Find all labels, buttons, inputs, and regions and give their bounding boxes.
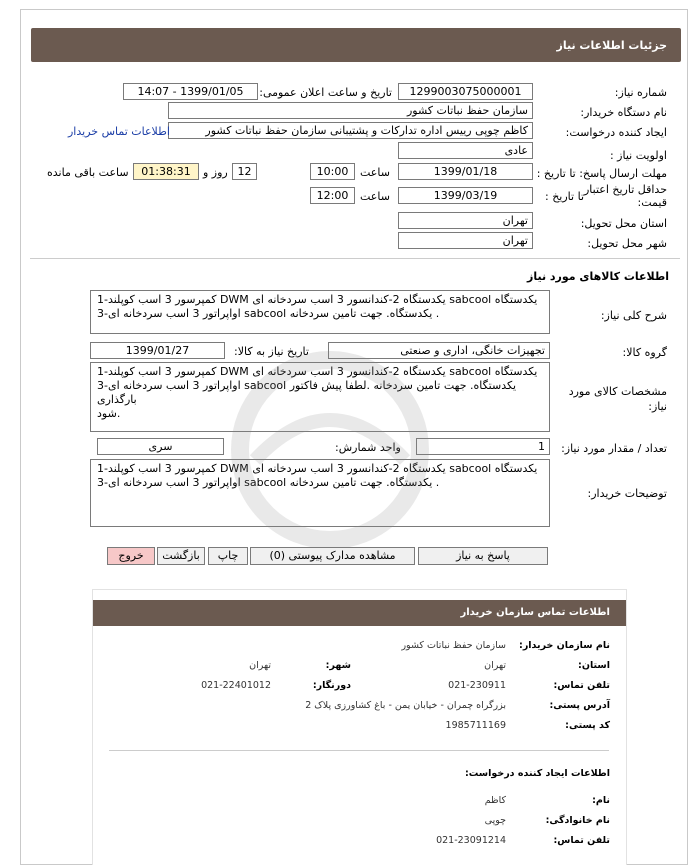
need-date-field[interactable]: 1399/01/27 bbox=[90, 342, 225, 359]
need-date-label: تاریخ نیاز به کالا: bbox=[234, 345, 309, 358]
creator-family: چوپی bbox=[484, 815, 506, 826]
valid-date-field[interactable]: 1399/03/19 bbox=[398, 187, 533, 204]
valid-time-label: ساعت bbox=[360, 190, 390, 203]
remaining-time: 01:38:31 bbox=[133, 163, 199, 180]
buyer-contact-link[interactable]: اطلاعات تماس خریدار bbox=[68, 125, 170, 138]
creator-info-title: اطلاعات ایجاد کننده درخواست: bbox=[464, 768, 610, 779]
announce-label: تاریخ و ساعت اعلان عمومی: bbox=[259, 86, 392, 99]
contact-phone-label: تلفن تماس: bbox=[553, 680, 610, 691]
summary-label: شرح کلی نیاز: bbox=[600, 309, 667, 322]
contact-address: بزرگراه چمران - خیابان یمن - باغ کشاورزی پلاک 2 bbox=[305, 700, 506, 711]
creator-label: ایجاد کننده درخواست: bbox=[565, 126, 667, 139]
deadline-label: مهلت ارسال پاسخ: تا تاریخ : bbox=[536, 167, 667, 180]
contact-address-label: آدرس پستی: bbox=[549, 700, 610, 711]
min-valid-label-1: حداقل تاریخ اعتبار bbox=[583, 183, 667, 196]
need-no-field[interactable]: 1299003075000001 bbox=[398, 83, 533, 100]
goods-group-label: گروه کالا: bbox=[622, 346, 667, 359]
contact-org: سازمان حفظ نباتات کشور bbox=[401, 640, 506, 651]
watermark-logo bbox=[195, 350, 465, 550]
need-no-label: شماره نیاز: bbox=[614, 86, 667, 99]
contact-phone: 021-230911 bbox=[448, 680, 506, 691]
deadline-time-label: ساعت bbox=[360, 166, 390, 179]
buyer-notes-field[interactable]: 1-کمپرسور 3 اسب کوپلند DWM یکدستگاه 2-کندانسور 3 اسب سردخانه ای sabcool یکدستگاه 3-اواپراتور 3 اسب سردخانه ای sabcool یکدستگاه. جهت تامین سردخانه . bbox=[90, 459, 550, 527]
priority-field[interactable]: عادی bbox=[398, 142, 533, 159]
print-button[interactable]: چاپ bbox=[208, 547, 248, 565]
unit-field[interactable]: سری bbox=[97, 438, 224, 455]
creator-family-label: نام خانوادگی: bbox=[545, 815, 610, 826]
days-label: روز و bbox=[203, 166, 228, 179]
province-label: استان محل تحویل: bbox=[580, 217, 667, 230]
exit-button[interactable]: خروج bbox=[107, 547, 155, 565]
min-valid-label-2: قیمت: bbox=[637, 196, 667, 209]
valid-time-field[interactable]: 12:00 bbox=[310, 187, 355, 204]
unit-label: واحد شمارش: bbox=[335, 441, 401, 454]
back-button[interactable]: بازگشت bbox=[157, 547, 205, 565]
goods-group-field[interactable]: تجهیزات خانگی، اداری و صنعتی bbox=[328, 342, 550, 359]
contact-postal-label: کد پستی: bbox=[565, 720, 610, 731]
page-header bbox=[31, 28, 681, 62]
card-divider bbox=[109, 750, 609, 751]
contact-city-label: شهر: bbox=[325, 660, 351, 671]
summary-field[interactable]: 1-کمپرسور 3 اسب کوپلند DWM یکدستگاه 2-کندانسور 3 اسب سردخانه ای sabcool یکدستگاه 3-اواپراتور 3 اسب سردخانه ای sabcool یکدستگاه. جهت تامین سردخانه . bbox=[90, 290, 550, 334]
buyer-notes-label: توضیحات خریدار: bbox=[587, 487, 667, 500]
city-field[interactable]: تهران bbox=[398, 232, 533, 249]
qty-label: تعداد / مقدار مورد نیاز: bbox=[561, 442, 667, 455]
deadline-date-field[interactable]: 1399/01/18 bbox=[398, 163, 533, 180]
contact-fax: 021-22401012 bbox=[201, 680, 271, 691]
province-field[interactable]: تهران bbox=[398, 212, 533, 229]
valid-to-date-label: تا تاریخ : bbox=[545, 190, 584, 203]
announce-field[interactable]: 1399/01/05 - 14:07 bbox=[123, 83, 258, 100]
creator-name: کاظم bbox=[484, 795, 506, 806]
creator-field[interactable]: کاظم چوپی رییس اداره تدارکات و پشتیبانی سازمان حفظ نباتات کشور bbox=[168, 122, 533, 139]
contact-card bbox=[93, 590, 626, 865]
specs-label: مشخصات کالای مورد نیاز: bbox=[568, 385, 667, 413]
deadline-time-field[interactable]: 10:00 bbox=[310, 163, 355, 180]
contact-fax-label: دورنگار: bbox=[312, 680, 351, 691]
days-field[interactable]: 12 bbox=[232, 163, 257, 180]
creator-phone: 021-23091214 bbox=[436, 835, 506, 846]
divider bbox=[30, 258, 680, 259]
goods-section-title: اطلاعات کالاهای مورد نیاز bbox=[527, 270, 669, 283]
buyer-org-field[interactable]: سازمان حفظ نباتات کشور bbox=[168, 102, 533, 119]
qty-field[interactable]: 1 bbox=[416, 438, 550, 455]
contact-card-header bbox=[93, 600, 626, 626]
buyer-org-label: نام دستگاه خریدار: bbox=[580, 106, 667, 119]
attachments-button[interactable]: مشاهده مدارک پیوستی (0) bbox=[250, 547, 415, 565]
specs-field[interactable]: 1-کمپرسور 3 اسب کوپلند DWM یکدستگاه 2-کندانسور 3 اسب سردخانه ای sabcool یکدستگاه 3-اواپراتور 3 اسب سردخانه ای sabcool یکدستگاه. جهت تامین سردخانه .لطفا پیش فاکتور بارگذاری شود. bbox=[90, 362, 550, 432]
reply-button[interactable]: پاسخ به نیاز bbox=[418, 547, 548, 565]
priority-label: اولویت نیاز : bbox=[609, 149, 667, 162]
remaining-label: ساعت باقی مانده bbox=[47, 166, 129, 179]
contact-province: تهران bbox=[484, 660, 506, 671]
contact-city: تهران bbox=[249, 660, 271, 671]
creator-phone-label: تلفن تماس: bbox=[553, 835, 610, 846]
contact-org-label: نام سازمان خریدار: bbox=[519, 640, 610, 651]
contact-postal: 1985711169 bbox=[445, 720, 506, 731]
creator-name-label: نام: bbox=[592, 795, 610, 806]
page-title: جزئیات اطلاعات نیاز bbox=[556, 39, 667, 52]
contact-province-label: استان: bbox=[578, 660, 610, 671]
city-label: شهر محل تحویل: bbox=[587, 237, 667, 250]
contact-card-title: اطلاعات تماس سازمان خریدار bbox=[460, 607, 610, 618]
